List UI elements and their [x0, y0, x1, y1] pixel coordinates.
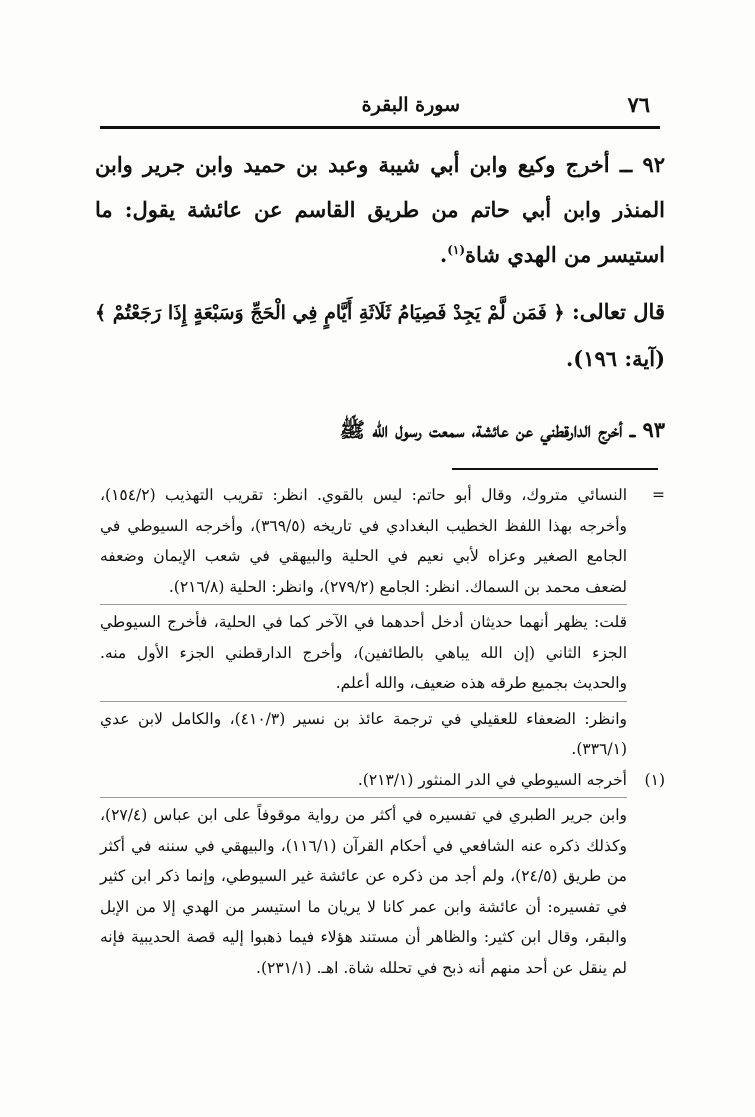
page-number: ٧٦ — [627, 92, 650, 117]
quran-verse: ﴿ فَمَن لَّمْ يَجِدْ فَصِيَامُ ثَلَاثَةِ أَيَّامٍ فِي الْحَجِّ وَسَبْعَةٍ إِذَا رَجَعْتُمْ ﴾ — [95, 302, 565, 324]
footnote-ref-1: (١) — [447, 243, 466, 257]
hadith-93 — [95, 407, 665, 452]
hadith-93-number: ٩٣ ــ — [629, 417, 665, 442]
page-header — [100, 86, 660, 129]
paragraph-separator — [100, 604, 627, 605]
footnote-1 — [100, 765, 665, 984]
footnote-paragraph: النسائي متروك، وقال أبو حاتم: ليس بالقوي. انظر: تقريب التهذيب (١٥٤/٢)، وأخرجه بهذا اللفظ الخطيب البغدادي في تاريخه (٣٦٩/٥)، وأخرجه السيوطي في الجامع الصغير وعزاه لأبي نعيم في الحلية والبيهقي في شعب الإيمان وضعفه لضعف محمد بن السماك. انظر: الجامع (٢٧٩/٢)، وانظر: الحلية (٢١٦/٨). — [100, 486, 627, 596]
hadith-92-number: ٩٢ ــ — [619, 152, 665, 177]
footnote-paragraph: أخرجه السيوطي في الدر المنثور (٢١٣/١). — [357, 770, 627, 789]
paragraph-separator — [100, 797, 627, 798]
verse-intro: قال تعالى: — [571, 299, 665, 324]
hadith-92 — [95, 142, 665, 277]
verse-paragraph — [95, 289, 665, 381]
hadith-93-text: أخرج الدارقطني عن عائشة، سمعت رسول الله ﷺ — [339, 417, 623, 442]
main-text — [95, 142, 665, 452]
surah-title: سورة البقرة — [361, 94, 460, 116]
hadith-92-text: أخرج وكيع وابن أبي شيبة وعبد بن حميد وابن جرير وابن المنذر وابن أبي حاتم من طريق القاسم عن عائشة يقول: ما استيسر من الهدي شاة — [95, 152, 665, 267]
footnote-paragraph: وابن جرير الطبري في تفسيره في أكثر من رواية موقوفاً على ابن عباس (٢٧/٤)، وكذلك ذكره عنه الشافعي في أحكام القرآن (١١٦/١)، والبيهقي في سننه في أكثر من طريق (٢٤/٥)، ولم أجد من ذكره عن عائشة غير السيوطي، وإنما ذكر ابن كثير في تفسيره: أن عائشة وابن عمر كانا لا يريان ما استيسر من الهدي إلا من الإبل والبقر، وقال ابن كثير: والظاهر أن مستند هؤلاء فيما ذهبوا إليه قصة الحديبية فإنه لم ينقل عن أحد منهم أنه ذبح في تحلله شاة. اهـ. (٢٣١/١). — [100, 806, 627, 977]
verse-reference: (آية: ١٩٦). — [565, 346, 665, 371]
footnote-divider — [452, 468, 658, 470]
hadith-92-end: . — [439, 242, 448, 267]
paragraph-separator — [100, 701, 627, 702]
footnote-paragraph: قلت: يظهر أنهما حديثان أدخل أحدهما في الآخر كما في الحلية، فأخرج السيوطي الجزء الثاني (إن الله يباهي بالطائفين)، وأخرج الدارقطني الجزء الأول منه. والحديث بجميع طرقه هذه ضعيف، والله أعلم. — [100, 613, 627, 692]
continuation-mark: = — [652, 486, 665, 504]
footnote-1-mark: (١) — [644, 770, 665, 789]
footnote-continuation — [100, 480, 665, 765]
footnotes — [100, 480, 665, 983]
footnote-paragraph: وانظر: الضعفاء للعقيلي في ترجمة عائذ بن نسير (٤١٠/٣)، والكامل لابن عدي (٣٣٦/١). — [100, 709, 627, 758]
